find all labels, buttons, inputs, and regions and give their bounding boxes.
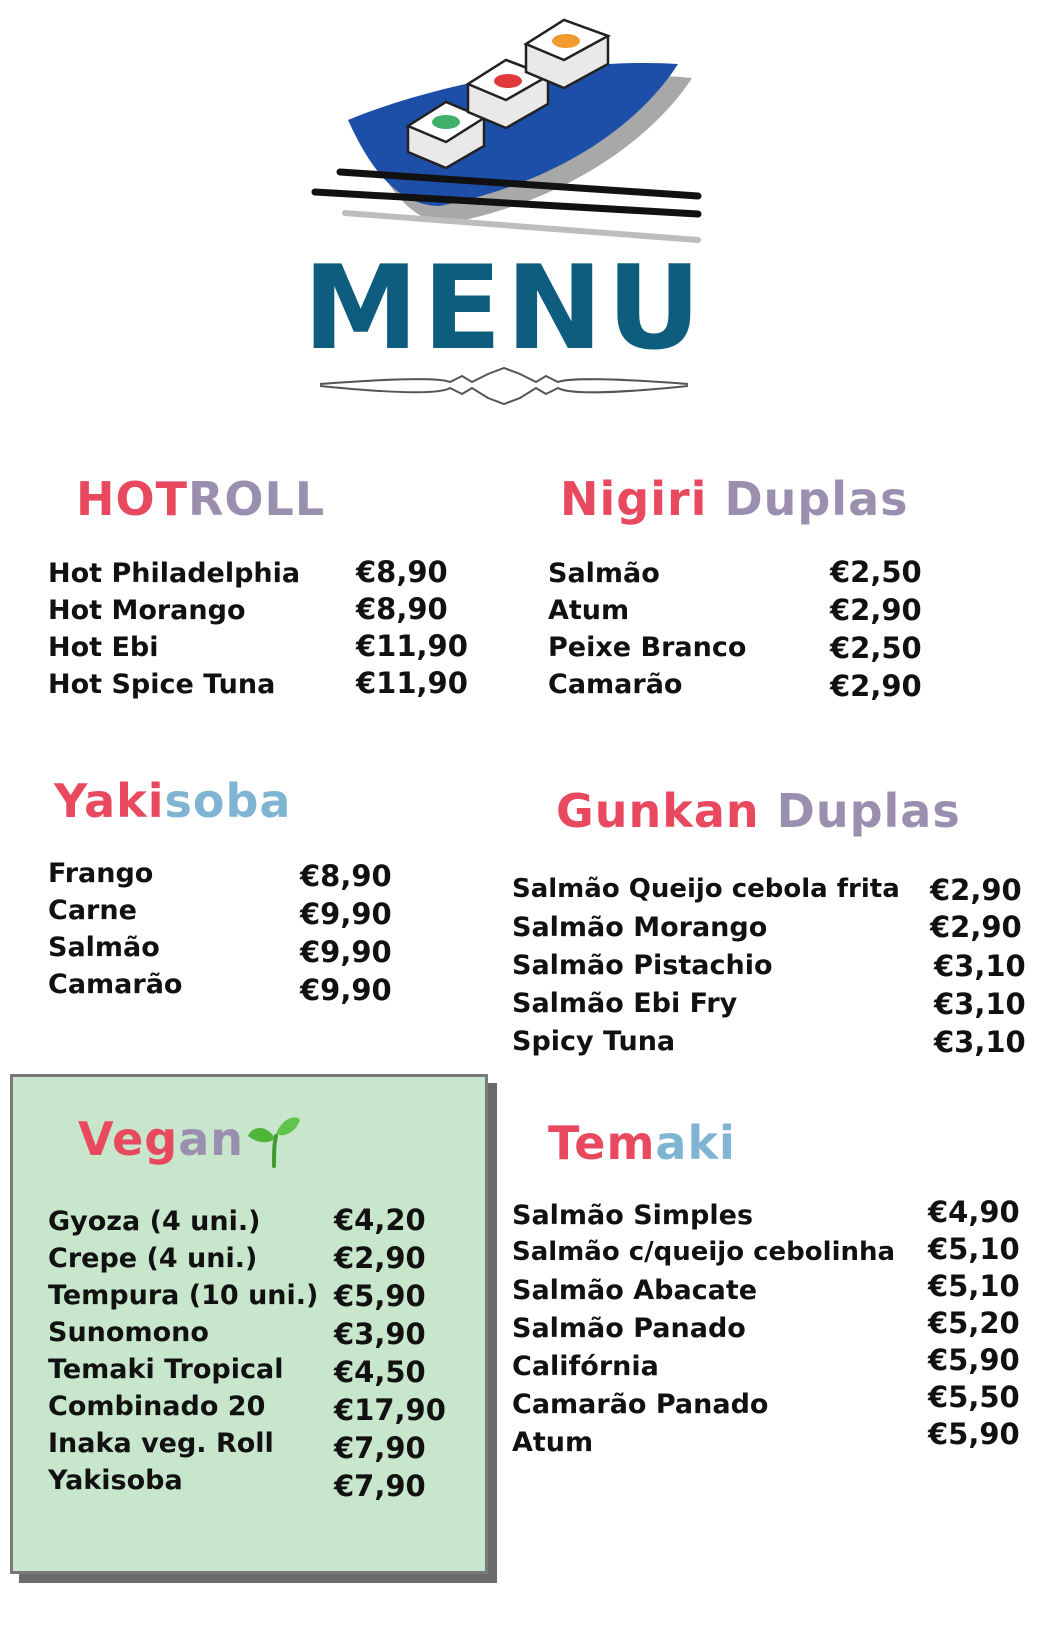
sprout-icon	[246, 1114, 302, 1168]
menu-item-price: €3,10	[934, 1025, 1026, 1059]
menu-item-name: Camarão Panado	[512, 1389, 769, 1420]
menu-item-name: Salmão Simples	[512, 1200, 754, 1231]
menu-item-price: €9,90	[300, 935, 392, 969]
section-title-gunkan: Gunkan Duplas	[556, 784, 961, 838]
menu-item-price: €5,10	[928, 1232, 1020, 1266]
menu-item-price: €4,20	[334, 1203, 426, 1237]
menu-item-name: Hot Spice Tuna	[48, 669, 276, 700]
menu-item-name: Salmão c/queijo cebolinha	[512, 1237, 896, 1267]
menu-item-price: €3,90	[334, 1317, 426, 1351]
menu-item-price: €2,50	[830, 555, 922, 589]
sushi-logo	[300, 8, 740, 428]
section-title-yakisoba: Yakisoba	[54, 774, 292, 828]
menu-item-price: €5,90	[334, 1279, 426, 1313]
menu-item-name: Hot Morango	[48, 595, 246, 626]
menu-item-name: Crepe (4 uni.)	[48, 1243, 258, 1274]
menu-item-price: €4,50	[334, 1355, 426, 1389]
menu-item-name: Camarão	[548, 669, 683, 700]
menu-item-price: €17,90	[334, 1393, 446, 1427]
menu-item-name: Yakisoba	[48, 1465, 183, 1496]
menu-item-name: Salmão Morango	[512, 912, 768, 943]
menu-item-price: €2,90	[830, 593, 922, 627]
menu-item-price: €3,10	[934, 949, 1026, 983]
menu-item-price: €7,90	[334, 1469, 426, 1503]
menu-item-price: €2,90	[930, 873, 1022, 907]
menu-item-name: Tempura (10 uni.)	[48, 1280, 319, 1311]
menu-item-price: €2,90	[930, 910, 1022, 944]
menu-item-price: €11,90	[356, 629, 468, 663]
menu-item-name: Camarão	[48, 969, 183, 1000]
section-title-hotroll: HOTROLL	[76, 472, 326, 526]
menu-item-price: €4,90	[928, 1195, 1020, 1229]
menu-item-name: Sunomono	[48, 1317, 209, 1348]
menu-item-name: Salmão	[548, 558, 660, 589]
menu-item-price: €2,90	[334, 1241, 426, 1275]
menu-item-name: Hot Ebi	[48, 632, 159, 663]
menu-item-name: Temaki Tropical	[48, 1354, 284, 1385]
menu-item-price: €9,90	[300, 897, 392, 931]
menu-item-name: Atum	[512, 1427, 594, 1458]
menu-title: MENU	[303, 241, 705, 376]
menu-item-name: Califórnia	[512, 1351, 659, 1382]
menu-item-name: Frango	[48, 858, 154, 889]
section-title-nigiri: Nigiri Duplas	[560, 472, 909, 526]
menu-item-name: Carne	[48, 895, 137, 926]
menu-item-name: Spicy Tuna	[512, 1026, 676, 1057]
menu-item-price: €2,90	[830, 669, 922, 703]
menu-item-price: €5,10	[928, 1269, 1020, 1303]
menu-item-price: €9,90	[300, 973, 392, 1007]
menu-item-name: Hot Philadelphia	[48, 558, 301, 589]
menu-item-name: Salmão Panado	[512, 1313, 746, 1344]
menu-item-price: €8,90	[300, 859, 392, 893]
section-title-vegan: Vegan	[78, 1112, 245, 1166]
menu-item-price: €2,50	[830, 631, 922, 665]
menu-item-name: Salmão Abacate	[512, 1275, 758, 1306]
menu-item-name: Combinado 20	[48, 1391, 266, 1422]
section-title-temaki: Temaki	[548, 1116, 736, 1170]
menu-item-name: Salmão Ebi Fry	[512, 988, 738, 1019]
menu-item-price: €3,10	[934, 987, 1026, 1021]
menu-item-price: €8,90	[356, 592, 448, 626]
menu-item-name: Atum	[548, 595, 630, 626]
menu-item-price: €11,90	[356, 666, 468, 700]
menu-item-name: Salmão	[48, 932, 160, 963]
menu-item-name: Salmão Pistachio	[512, 950, 773, 981]
menu-item-price: €5,90	[928, 1343, 1020, 1377]
menu-item-price: €5,20	[928, 1306, 1020, 1340]
menu-item-name: Peixe Branco	[548, 632, 747, 663]
menu-item-price: €7,90	[334, 1431, 426, 1465]
menu-item-name: Inaka veg. Roll	[48, 1428, 274, 1459]
menu-item-name: Salmão Queijo cebola frita	[512, 874, 900, 904]
menu-item-price: €5,50	[928, 1380, 1020, 1414]
menu-item-price: €5,90	[928, 1417, 1020, 1451]
menu-item-price: €8,90	[356, 555, 448, 589]
menu-item-name: Gyoza (4 uni.)	[48, 1206, 261, 1237]
